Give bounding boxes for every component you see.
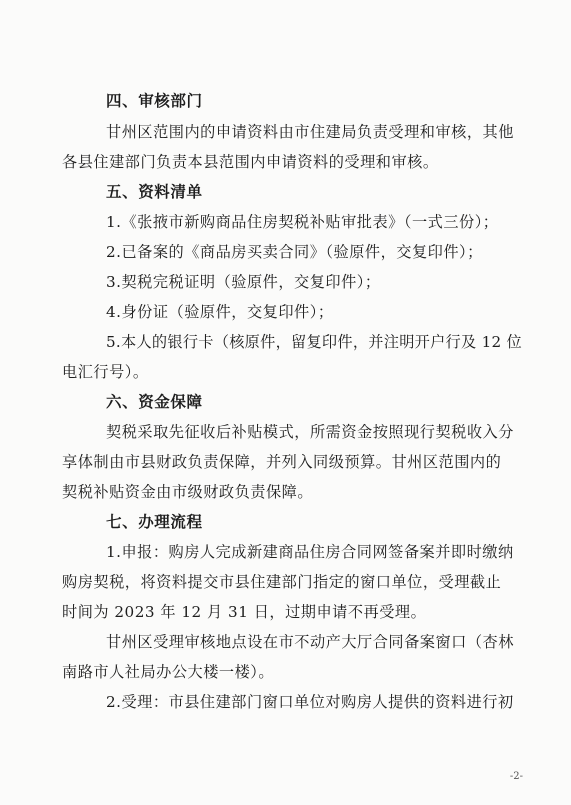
section-heading-funding-guarantee: 六、资金保障 [106, 393, 203, 411]
paragraph-line: 甘州区范围内的申请资料由市住建局负责受理和审核，其他 [106, 123, 514, 141]
list-item: 2.已备案的《商品房买卖合同》（验原件，交复印件）； [106, 243, 483, 261]
page-number: -2- [509, 771, 523, 782]
list-item: 5.本人的银行卡（核原件，留复印件，并注明开户行及 12 位 [106, 333, 522, 351]
paragraph-line: 2.受理：市县住建部门窗口单位对购房人提供的资料进行初 [106, 693, 514, 711]
list-item: 4.身份证（验原件，交复印件）； [106, 303, 334, 321]
paragraph-line: 时间为 2023 年 12 月 31 日，过期申请不再受理。 [62, 603, 427, 621]
paragraph-line: 各县住建部门负责本县范围内申请资料的受理和审核。 [62, 153, 439, 171]
paragraph-line: 契税采取先征收后补贴模式，所需资金按照现行契税收入分 [106, 423, 514, 441]
list-item: 1.《张掖市新购商品住房契税补贴审批表》（一式三份）； [106, 213, 499, 231]
section-heading-materials-list: 五、资料清单 [106, 183, 203, 201]
list-item-continuation: 电汇行号）。 [62, 363, 149, 381]
paragraph-line: 购房契税，将资料提交市县住建部门指定的窗口单位，受理截止 [62, 573, 502, 591]
paragraph-line: 1.申报：购房人完成新建商品住房合同网签备案并即时缴纳 [106, 543, 514, 561]
section-heading-procedure: 七、办理流程 [106, 513, 203, 531]
section-heading-review-department: 四、审核部门 [106, 92, 203, 110]
paragraph-line: 享体制由市县财政负责保障，并列入同级预算。甘州区范围内的 [62, 453, 502, 471]
paragraph-line: 甘州区受理审核地点设在市不动产大厅合同备案窗口（杏林 [106, 633, 514, 651]
paragraph-line: 契税补贴资金由市级财政负责保障。 [62, 483, 313, 501]
paragraph-line: 南路市人社局办公大楼一楼）。 [62, 663, 275, 681]
list-item: 3.契税完税证明（验原件，交复印件）； [106, 273, 381, 291]
